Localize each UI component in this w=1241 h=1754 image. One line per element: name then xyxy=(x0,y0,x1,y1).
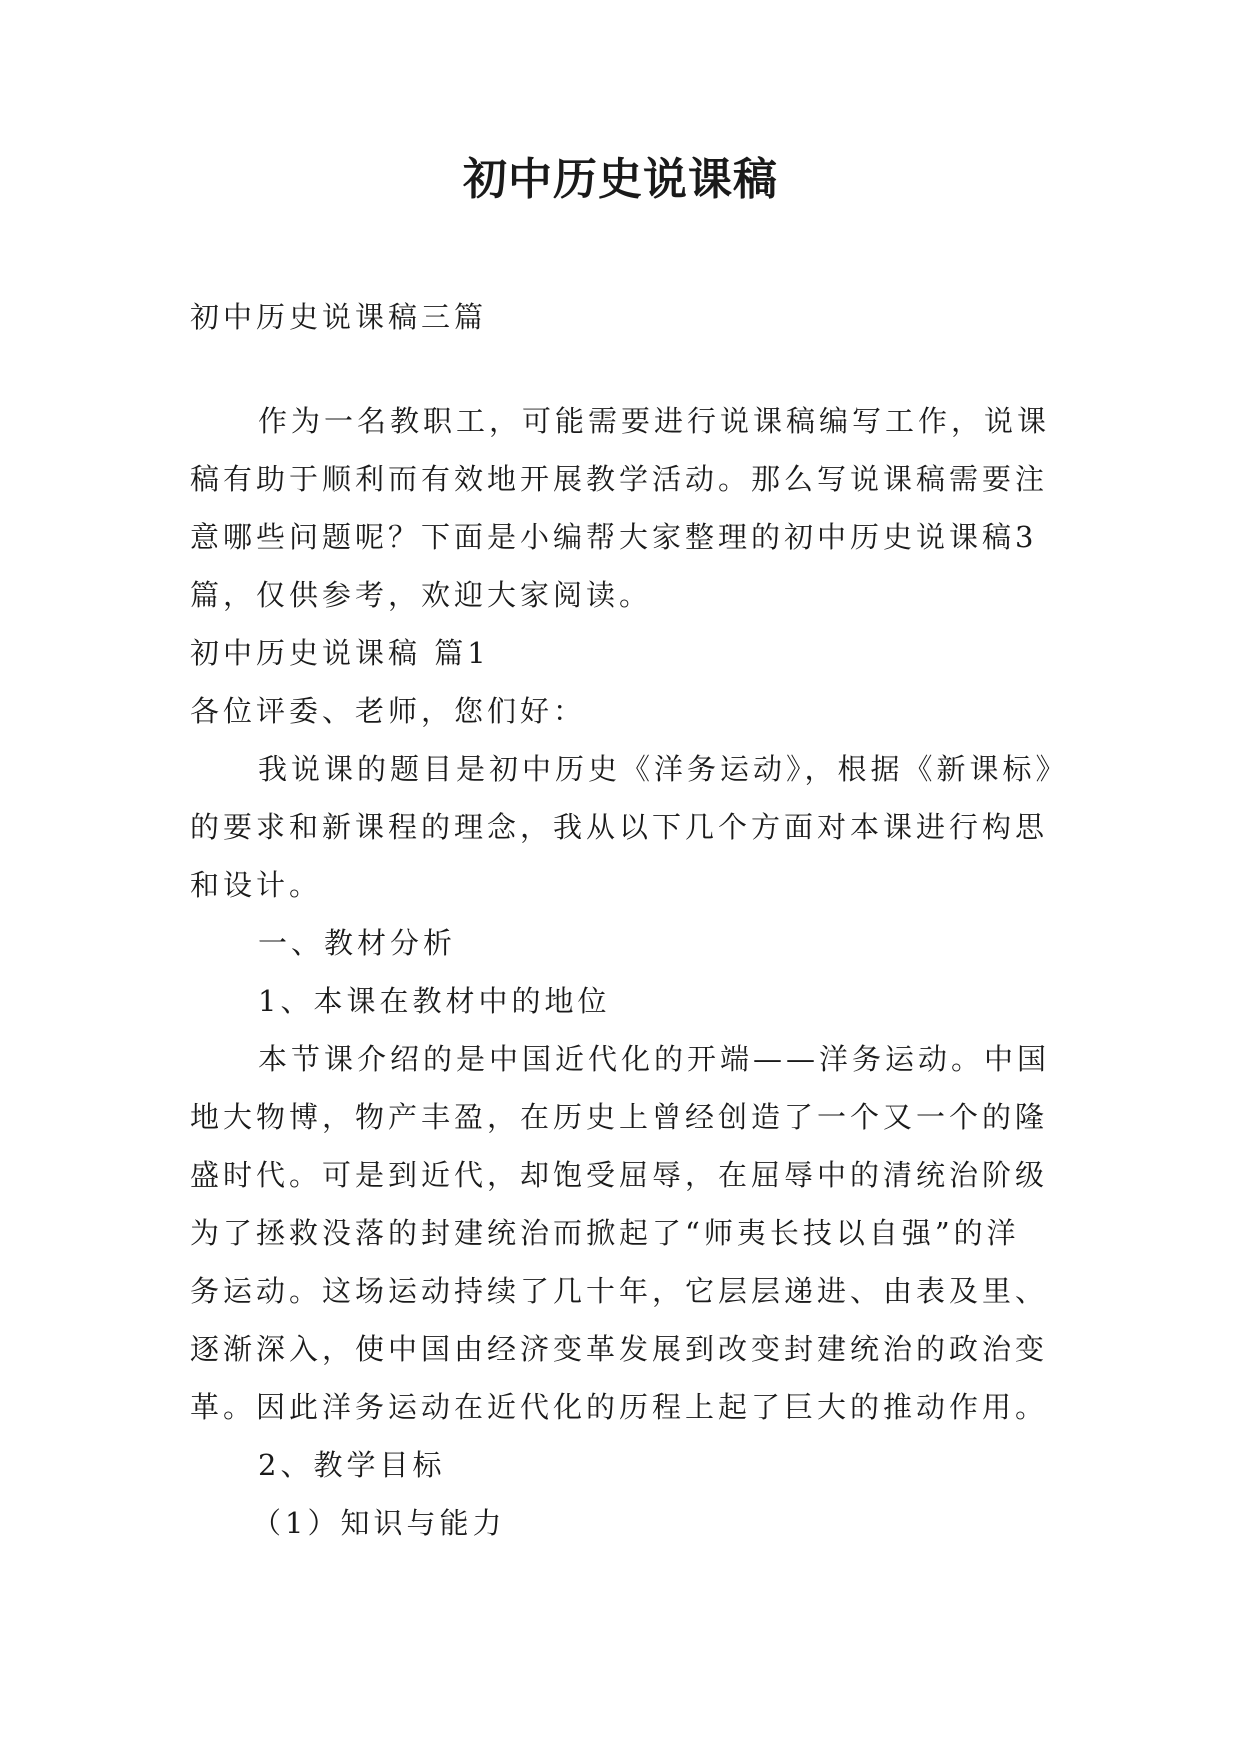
point-heading: 2、教学目标 xyxy=(258,1448,446,1482)
section-heading: 初中历史说课稿 篇1 xyxy=(190,636,490,670)
sub-point-heading: （1）知识与能力 xyxy=(252,1506,506,1540)
analysis-line: 地大物博，物产丰盈，在历史上曾经创造了一个又一个的隆 xyxy=(190,1100,1049,1134)
analysis-line: 务运动。这场运动持续了几十年，它层层递进、由表及里、 xyxy=(190,1274,1049,1308)
document-body xyxy=(190,288,1070,1552)
greeting: 各位评委、老师，您们好： xyxy=(190,694,587,728)
topic-line: 的要求和新课程的理念，我从以下几个方面对本课进行构思 xyxy=(190,810,1049,844)
topic-line: 和设计。 xyxy=(190,868,323,902)
intro-line: 稿有助于顺利而有效地开展教学活动。那么写说课稿需要注 xyxy=(190,462,1049,496)
intro-line: 意哪些问题呢？下面是小编帮大家整理的初中历史说课稿3 xyxy=(190,520,1038,554)
topic-line: 我说课的题目是初中历史《洋务运动》，根据《新课标》 xyxy=(258,752,1069,786)
analysis-line: 本节课介绍的是中国近代化的开端——洋务运动。中国 xyxy=(258,1042,1051,1076)
document-subtitle: 初中历史说课稿三篇 xyxy=(190,300,488,334)
intro-line: 篇，仅供参考，欢迎大家阅读。 xyxy=(190,578,653,612)
analysis-line: 盛时代。可是到近代，却饱受屈辱，在屈辱中的清统治阶级 xyxy=(190,1158,1049,1192)
document-title: 初中历史说课稿 xyxy=(463,154,778,205)
point-heading: 1、本课在教材中的地位 xyxy=(258,984,611,1018)
analysis-line: 逐渐深入，使中国由经济变革发展到改变封建统治的政治变 xyxy=(190,1332,1049,1366)
analysis-line: 革。因此洋务运动在近代化的历程上起了巨大的推动作用。 xyxy=(190,1390,1049,1424)
analysis-line: 为了拯救没落的封建统治而掀起了“师夷长技以自强”的洋 xyxy=(190,1216,1020,1250)
intro-line: 作为一名教职工，可能需要进行说课稿编写工作，说课 xyxy=(258,404,1051,438)
part-heading: 一、教材分析 xyxy=(258,926,457,960)
